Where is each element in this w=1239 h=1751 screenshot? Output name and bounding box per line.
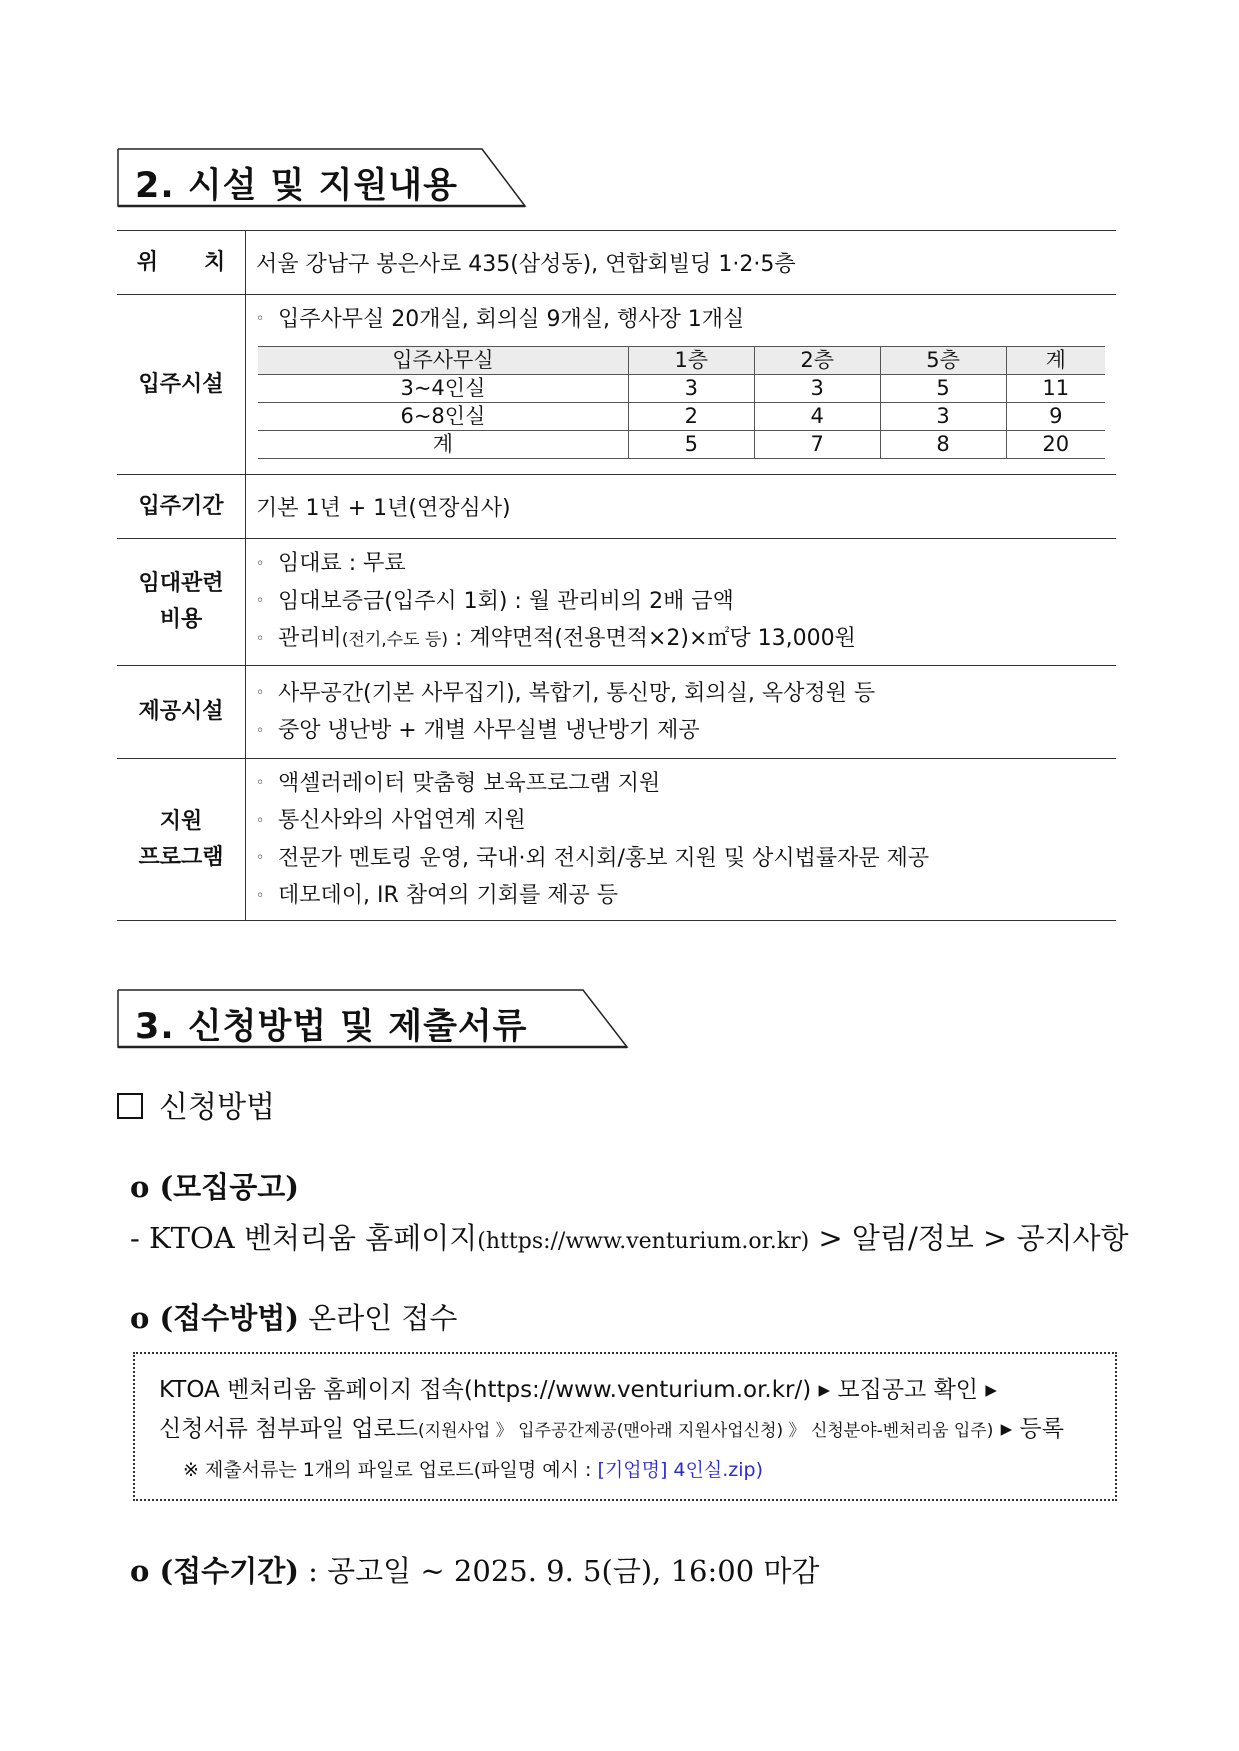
label-period: 입주기간 [117, 475, 246, 539]
section-3-header [117, 989, 629, 1051]
method-heading: 신청방법 [117, 1082, 275, 1126]
period-text: 기본 1년 + 1년(연장심사) [246, 475, 1117, 539]
list-item: ◦ 임대료 : 무료 [256, 551, 406, 576]
checkbox-icon [117, 1093, 143, 1119]
office-count-table [258, 346, 1105, 459]
label-provided: 제공시설 [117, 666, 246, 759]
facility-info-table [117, 230, 1116, 921]
row-location [117, 231, 1116, 295]
table-row: 6~8인실 2 4 3 9 [258, 403, 1105, 431]
list-item: ◦ 전문가 멘토링 운영, 국내·외 전시회/홍보 지원 및 상시법률자문 제공 [256, 845, 930, 871]
table-header-row: 입주사무실 1층 2층 5층 계 [258, 347, 1105, 375]
label-facility: 입주시설 [117, 295, 246, 475]
notice-label: o (모집공고) [130, 1170, 299, 1204]
table-row: 계 5 7 8 20 [258, 431, 1105, 459]
row-program [117, 759, 1116, 921]
location-text: 서울 강남구 봉은사로 435(삼성동), 연합회빌딩 1·2·5층 [246, 231, 1117, 295]
submission-steps-box [133, 1352, 1117, 1501]
steps-line-2: 신청서류 첨부파일 업로드(지원사업 》 입주공간제공(맨아래 지원사업신청) 》 신청분야-벤처리움 입주) ▸ 등록 [159, 1416, 1064, 1442]
list-item: ◦ 데모데이, IR 참여의 기회를 제공 등 [256, 883, 619, 908]
label-location: 위 치 [117, 231, 246, 295]
row-cost [117, 539, 1116, 666]
list-item: ◦ 관리비(전기,수도 등) : 계약면적(전용면적×2)×㎡당 13,000원 [256, 626, 856, 651]
row-period [117, 475, 1116, 539]
list-item: ◦ 사무공간(기본 사무집기), 복합기, 통신망, 회의실, 옥상정원 등 [256, 680, 876, 706]
row-provided [117, 666, 1116, 759]
section-3-title: 3. 신청방법 및 제출서류 [135, 1007, 528, 1047]
list-item: ◦ 액셀러레이터 맞춤형 보육프로그램 지원 [256, 770, 661, 796]
list-item: ◦ 통신사와의 사업연계 지원 [256, 808, 526, 833]
reception-method: o (접수방법) 온라인 접수 [130, 1301, 458, 1335]
steps-note: ※ 제출서류는 1개의 파일로 업로드(파일명 예시 : [기업명] 4인실.zip) [183, 1459, 763, 1481]
reception-period: o (접수기간) : 공고일 ~ 2025. 9. 5(금), 16:00 마감 [130, 1554, 820, 1588]
label-program: 지원 프로그램 [117, 759, 246, 921]
label-cost: 임대관련 비용 [117, 539, 246, 666]
row-facility [117, 295, 1116, 475]
list-item: ◦ 임대보증금(입주시 1회) : 월 관리비의 2배 금액 [256, 588, 734, 614]
list-item: ◦ 중앙 냉난방 + 개별 사무실별 냉난방기 제공 [256, 718, 700, 743]
table-row: 3~4인실 3 3 5 11 [258, 375, 1105, 403]
notice-path: - KTOA 벤처리움 홈페이지(https://www.venturium.or.kr) > 알림/정보 > 공지사항 [130, 1221, 1129, 1255]
section-2-title: 2. 시설 및 지원내용 [135, 166, 458, 206]
steps-line-1: KTOA 벤처리움 홈페이지 접속(https://www.venturium.or.kr/) ▸ 모집공고 확인 ▸ [159, 1377, 997, 1403]
section-2-header [117, 148, 527, 210]
list-item: ◦ 입주사무실 20개실, 회의실 9개실, 행사장 1개실 [256, 306, 745, 332]
